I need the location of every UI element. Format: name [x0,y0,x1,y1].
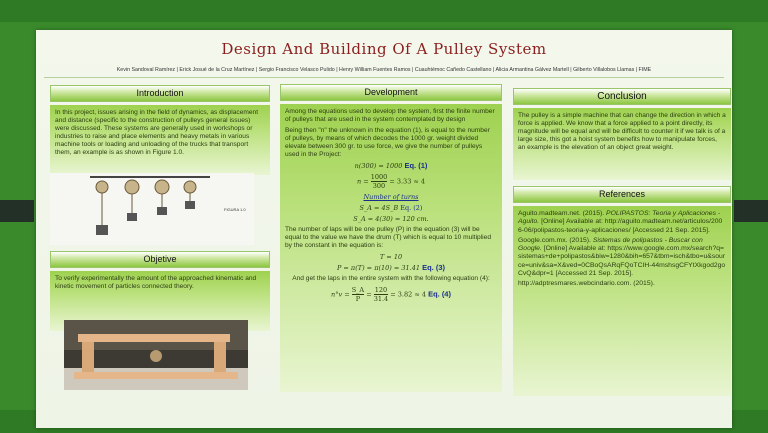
introduction-section [50,85,270,175]
development-header: Development [280,84,502,101]
equation-p: P = π(T) = π(10) = 31.41 Eq. (3) [336,263,445,272]
conclusion-text: The pulley is a simple machine that can change the direction in which a force is applied. We know that a force applied to a point directly, its magnitude will be equal and will be difficult to counter it if we talk is of a large size, this got a hoist system benefits how to manipulate forces, an example is the elevation of an object great weight. [513,108,731,180]
development-paragraph-1: Among the equations used to develop the system, first the finite number of pulleys that are used in the system contemplated by design [285,108,495,123]
right-grip [734,200,768,222]
development-paragraph-3: The number of laps will be one pulley (P) in the equation (3) will be equal to the value we have the drum (T) which is equal to 10 multiplied by the constant in the equation is: [285,226,491,249]
development-paragraph-2: Being then "n" the unknown in the equation (1), is equal to the number of pulleys, by means of which decodes the 1000 gr. weight divided elevate between 300 gr. to use force, we give the number of pulleys used in the Project: [285,127,490,158]
equation-3b: S_A = 4(30) = 120 cm. [353,215,429,223]
introduction-header: Introduction [50,85,270,102]
references-section [513,186,731,396]
references-list [513,206,731,396]
turns-label: Number of turns [363,193,419,201]
conclusion-header: Conclusion [513,88,731,105]
objective-header: Objetive [50,251,270,268]
reference-1: Aguito.madteam.net. (2015). POLIPASTOS: Teoria y Aplicaciones - Aguito. [Online] Available at: http://aguito.madteam.net/articulos/2006-06/polipastos-teoria-y-aplicaciones/ [Accessed 21 Sep. 2015]. [518,210,723,234]
conclusion-section [513,88,731,180]
introduction-text: In this project, issues arising in the field of dynamics, as displacement and distance (specific to the construction of pulleys general issues) were discussed. These systems are generally used in workshops or industries to raise and place elements and heavy metals in various machine tools or loading and unloading of the trucks that transport them, an example is as shown in Figure 1.0. [50,105,270,175]
equation-4: n°v = $\frac{S\_A}{P}$ = $\frac{120}{31.4}$ = 3.82 ≈ 4 Eq. (4) [331,286,451,303]
poster-title: Design And Building Of A Pulley System [221,40,547,58]
development-paragraph-4: And get the laps in the entire system with the following equation (4): [292,275,490,282]
left-grip [0,200,34,222]
objective-text: To verify experimentally the amount of the approached kinematic and kinetic movement of particles connected theory. [50,271,270,331]
equation-2: n = $\frac{1000}{300}$ = 3.33 ≈ 4 [356,173,426,190]
objective-section [50,251,270,331]
development-body [280,104,502,392]
equation-1: n(300) = 1000 Eq. (1) [354,161,428,170]
reference-2: Google.com.mx. (2015). Sistemas de polipastos - Buscar con Google. [Online] Available at: https://www.google.com.mx/search?q=sistemas+de+polipastos&biw=1280&bih=657&tbm=isch&tbo=u&source=univ&sa=X&ved=0CBoQsARqFQoTCIH-44mshsgCFYtXkgod2goCvQ&dpr=1 [Accessed 21 Sep. 2015]. [518,236,726,278]
prototype-image [64,320,248,390]
equation-t: T = 10 [379,253,403,261]
figure-caption: FIGURA 1.0 [224,207,246,212]
equation-3: S_A = 4S_B Eq. (2) [359,204,423,212]
divider [44,77,724,78]
development-section [280,84,502,392]
pulley-figure [50,173,254,245]
references-header: References [513,186,731,203]
pulley-diagram-image [50,173,254,245]
prototype-photo [64,320,248,390]
authors-line: Kevin Sandoval Ramírez | Erick Josué de la Cruz Martínez | Sergio Francisco Velasco Pulido | Henry William Fuentes Ramos | Cuauhtémoc Cañedo Castellano | Alicia Armantina Gálvez Martell | Gilberto Villalobos Llamas | FIME [116,67,652,73]
reference-3: http://adptresmares.webcindario.com. (2015). [518,280,655,288]
